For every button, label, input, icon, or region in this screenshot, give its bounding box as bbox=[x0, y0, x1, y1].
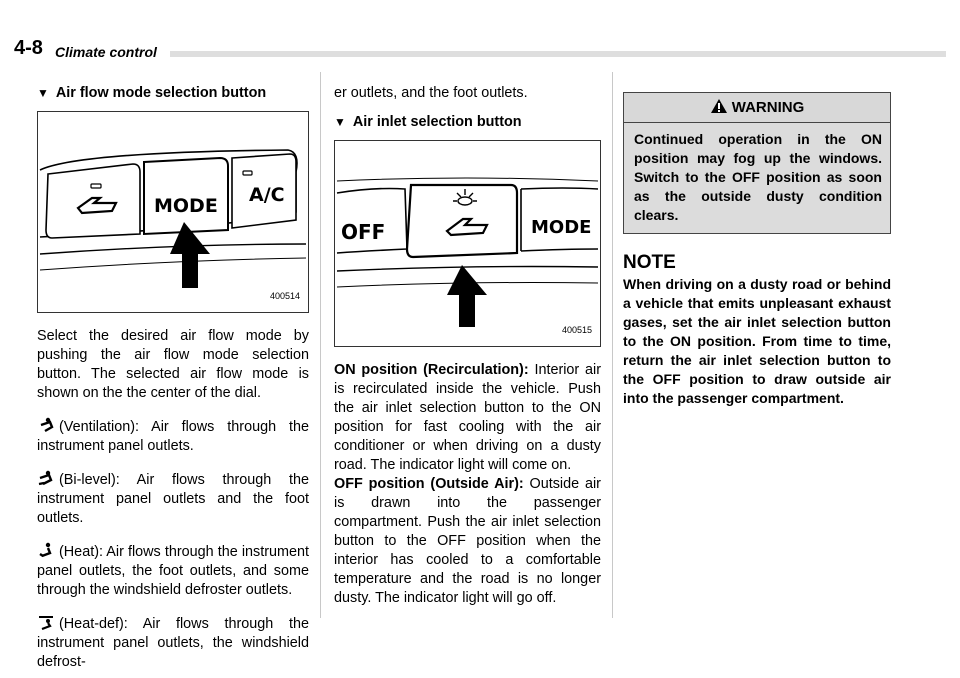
off-label: OFF bbox=[341, 220, 386, 244]
column-2 bbox=[334, 84, 601, 608]
inlet-button-illustration bbox=[335, 141, 600, 346]
ventilation-icon bbox=[37, 417, 55, 433]
air-flow-intro: Select the desired air flow mode by pushing the air flow mode selection button. The selected air flow mode is shown on the the center of the dial. bbox=[37, 328, 309, 401]
column-divider-1 bbox=[320, 72, 321, 618]
air-inlet-heading: ▼ Air inlet selection button bbox=[334, 114, 522, 130]
inlet-mode-label: MODE bbox=[531, 217, 592, 238]
continuation-text: er outlets, and the foot outlets. bbox=[334, 85, 528, 101]
column-3 bbox=[623, 92, 891, 408]
heat-def-icon bbox=[37, 614, 55, 630]
mode-bi-level: (Bi-level): Air flows through the instrument panel outlets and the foot outlets. bbox=[37, 472, 309, 526]
heading-marker: ▼ bbox=[334, 115, 346, 129]
air-flow-heading: ▼ Air flow mode selection button bbox=[37, 85, 267, 101]
pointer-arrow bbox=[447, 265, 487, 327]
mode-ventilation: (Ventilation): Air flows through the instrument panel outlets. bbox=[37, 419, 309, 454]
bi-level-icon bbox=[37, 470, 55, 486]
header-rule bbox=[170, 51, 946, 57]
mode-heat: (Heat): Air flows through the instrument panel outlets, the foot outlets, and some through the windshield defroster outlets. bbox=[37, 544, 309, 598]
column-1 bbox=[37, 84, 309, 672]
column-divider-2 bbox=[612, 72, 613, 618]
section-title: Climate control bbox=[55, 44, 157, 60]
off-position-text: OFF position (Outside Air): Outside air is drawn into the passenger compartment. Push the air inlet selection button to the OFF position when the interior has cooled to a comfortable temperature and the road is no longer dusty. The indicator light will go off. bbox=[334, 476, 601, 606]
air-flow-mode-figure bbox=[37, 111, 309, 313]
figure-number: 400514 bbox=[269, 291, 300, 301]
warning-header: WARNING bbox=[624, 93, 890, 123]
note-body: When driving on a dusty road or behind a vehicle that emits unpleasant exhaust gases, set the air inlet selection button to the ON position. From time to time, return the air inlet selection button to the OFF position to draw outside air into the passenger compartment. bbox=[623, 276, 891, 406]
warning-body: Continued operation in the ON position may fog up the windows. Switch to the OFF position as soon as the outside dusty condition clears. bbox=[624, 123, 890, 233]
warning-triangle-icon bbox=[710, 98, 728, 114]
note-title: NOTE bbox=[623, 252, 676, 273]
mode-heat-def: (Heat-def): Air flows through the instrument panel outlets, the windshield defrost- bbox=[37, 616, 309, 670]
page-number: 4-8 bbox=[14, 37, 43, 59]
heading-marker: ▼ bbox=[37, 86, 49, 100]
figure-number: 400515 bbox=[561, 325, 592, 335]
on-position-text: ON position (Recirculation): Interior air is recirculated inside the vehicle. Push the air inlet selection button to the ON position for fast cooling with the air conditioner or when driving on a dusty road. The indicator light will come on. bbox=[334, 362, 602, 473]
heat-icon bbox=[37, 542, 55, 558]
warning-box bbox=[623, 92, 891, 234]
mode-button-illustration bbox=[38, 112, 308, 312]
air-inlet-figure bbox=[334, 140, 601, 347]
mode-button-label: MODE bbox=[154, 195, 218, 217]
ac-button-label: A/C bbox=[249, 184, 285, 206]
